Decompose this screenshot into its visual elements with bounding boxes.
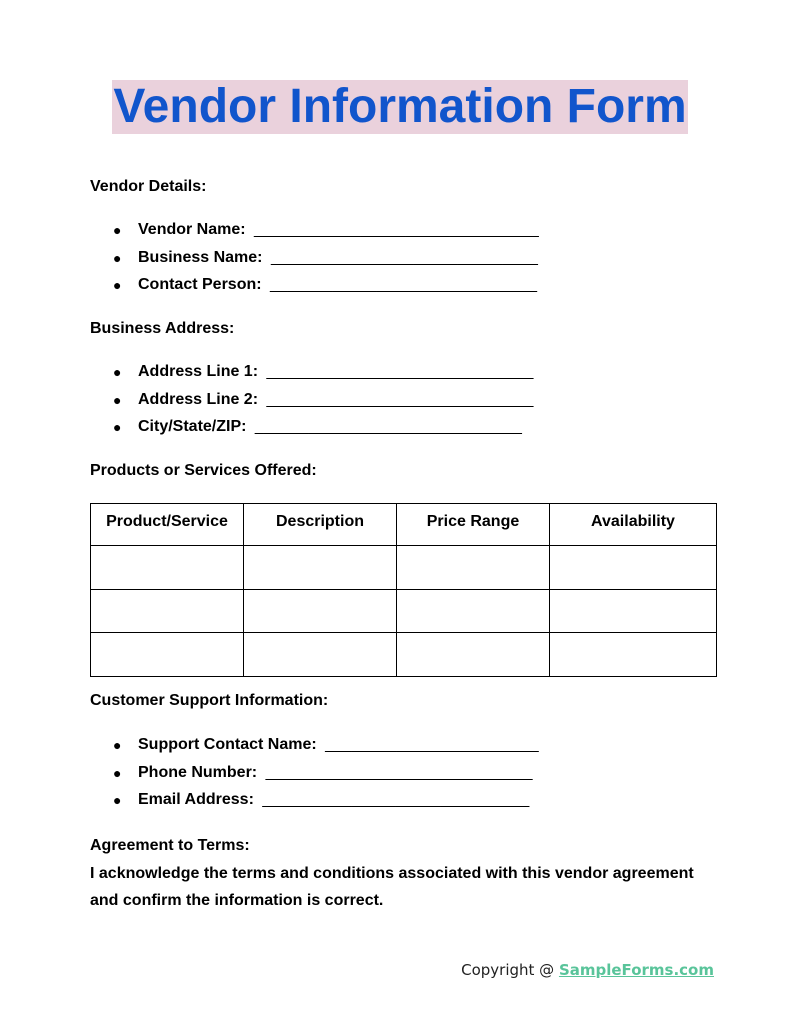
customer-support-heading: Customer Support Information: [90, 692, 329, 709]
field-label: Address Line 1: [138, 363, 259, 380]
table-cell[interactable] [397, 546, 550, 590]
city-state-zip-blank[interactable]: ______________________________ [254, 418, 522, 436]
bullet-icon: ● [113, 764, 122, 781]
field-label: Address Line 2: [138, 390, 259, 408]
bullet-icon: ● [113, 222, 122, 238]
agreement-block [90, 832, 720, 915]
vendor-details-heading: Vendor Details: [90, 178, 207, 195]
title-wrapper [0, 80, 800, 134]
table-header-row [91, 504, 717, 546]
column-header-availability: Availability [550, 504, 717, 546]
agreement-heading: Agreement to Terms: [90, 837, 250, 854]
address-line-1-field[interactable] [90, 362, 533, 390]
vendor-details-list [90, 220, 539, 303]
phone-number-blank[interactable]: ______________________________ [265, 763, 533, 781]
table-cell[interactable] [91, 546, 244, 590]
column-header-description: Description [244, 504, 397, 546]
email-address-blank[interactable]: ______________________________ [262, 791, 530, 809]
field-label: City/State/ZIP: [138, 418, 247, 436]
table-row [91, 589, 717, 633]
table-cell[interactable] [244, 589, 397, 633]
agreement-text: I acknowledge the terms and conditions associated with this vendor agreement and confirm the information is correct. [90, 864, 694, 910]
table-cell[interactable] [397, 633, 550, 677]
table-row [91, 633, 717, 677]
phone-number-field[interactable] [90, 763, 539, 791]
bullet-icon: ● [113, 737, 122, 753]
column-header-product-service: Product/Service [91, 504, 244, 546]
support-contact-name-blank[interactable]: ________________________ [325, 736, 539, 753]
table-row [91, 546, 717, 590]
email-address-field[interactable] [90, 790, 539, 818]
copyright-prefix: Copyright @ [461, 961, 559, 979]
bullet-icon: ● [113, 277, 122, 294]
address-line-2-field[interactable] [90, 390, 533, 418]
field-label: Email Address: [138, 791, 254, 809]
bullet-icon: ● [113, 391, 122, 408]
vendor-name-blank[interactable]: ________________________________ [254, 221, 539, 238]
products-heading: Products or Services Offered: [90, 462, 317, 479]
field-label: Phone Number: [138, 763, 258, 781]
bullet-icon: ● [113, 249, 122, 266]
address-line-1-blank[interactable]: ______________________________ [266, 363, 534, 380]
business-address-heading: Business Address: [90, 320, 235, 337]
table-cell[interactable] [550, 633, 717, 677]
field-label: Vendor Name: [138, 221, 246, 238]
table-cell[interactable] [550, 589, 717, 633]
table-cell[interactable] [244, 633, 397, 677]
bullet-icon: ● [113, 792, 122, 809]
footer-copyright [461, 961, 714, 979]
contact-person-blank[interactable]: ______________________________ [270, 276, 537, 294]
page-title: Vendor Information Form [113, 80, 687, 133]
column-header-price-range: Price Range [397, 504, 550, 546]
address-line-2-blank[interactable]: ______________________________ [266, 390, 534, 408]
business-name-field[interactable] [90, 248, 539, 276]
support-contact-name-field[interactable] [90, 735, 539, 763]
table-cell[interactable] [397, 589, 550, 633]
brand-link[interactable]: SampleForms.com [558, 961, 714, 979]
field-label: Support Contact Name: [138, 736, 317, 753]
field-label: Contact Person: [138, 276, 262, 294]
products-table [90, 503, 717, 677]
bullet-icon: ● [113, 364, 122, 380]
table-cell[interactable] [550, 546, 717, 590]
table-cell[interactable] [244, 546, 397, 590]
business-name-blank[interactable]: ______________________________ [270, 248, 538, 266]
bullet-icon: ● [113, 419, 122, 436]
table-cell[interactable] [91, 633, 244, 677]
contact-person-field[interactable] [90, 275, 539, 303]
business-address-list [90, 362, 533, 445]
field-label: Business Name: [138, 248, 263, 266]
table-cell[interactable] [91, 589, 244, 633]
customer-support-list [90, 735, 539, 818]
vendor-name-field[interactable] [90, 220, 539, 248]
city-state-zip-field[interactable] [90, 417, 533, 445]
